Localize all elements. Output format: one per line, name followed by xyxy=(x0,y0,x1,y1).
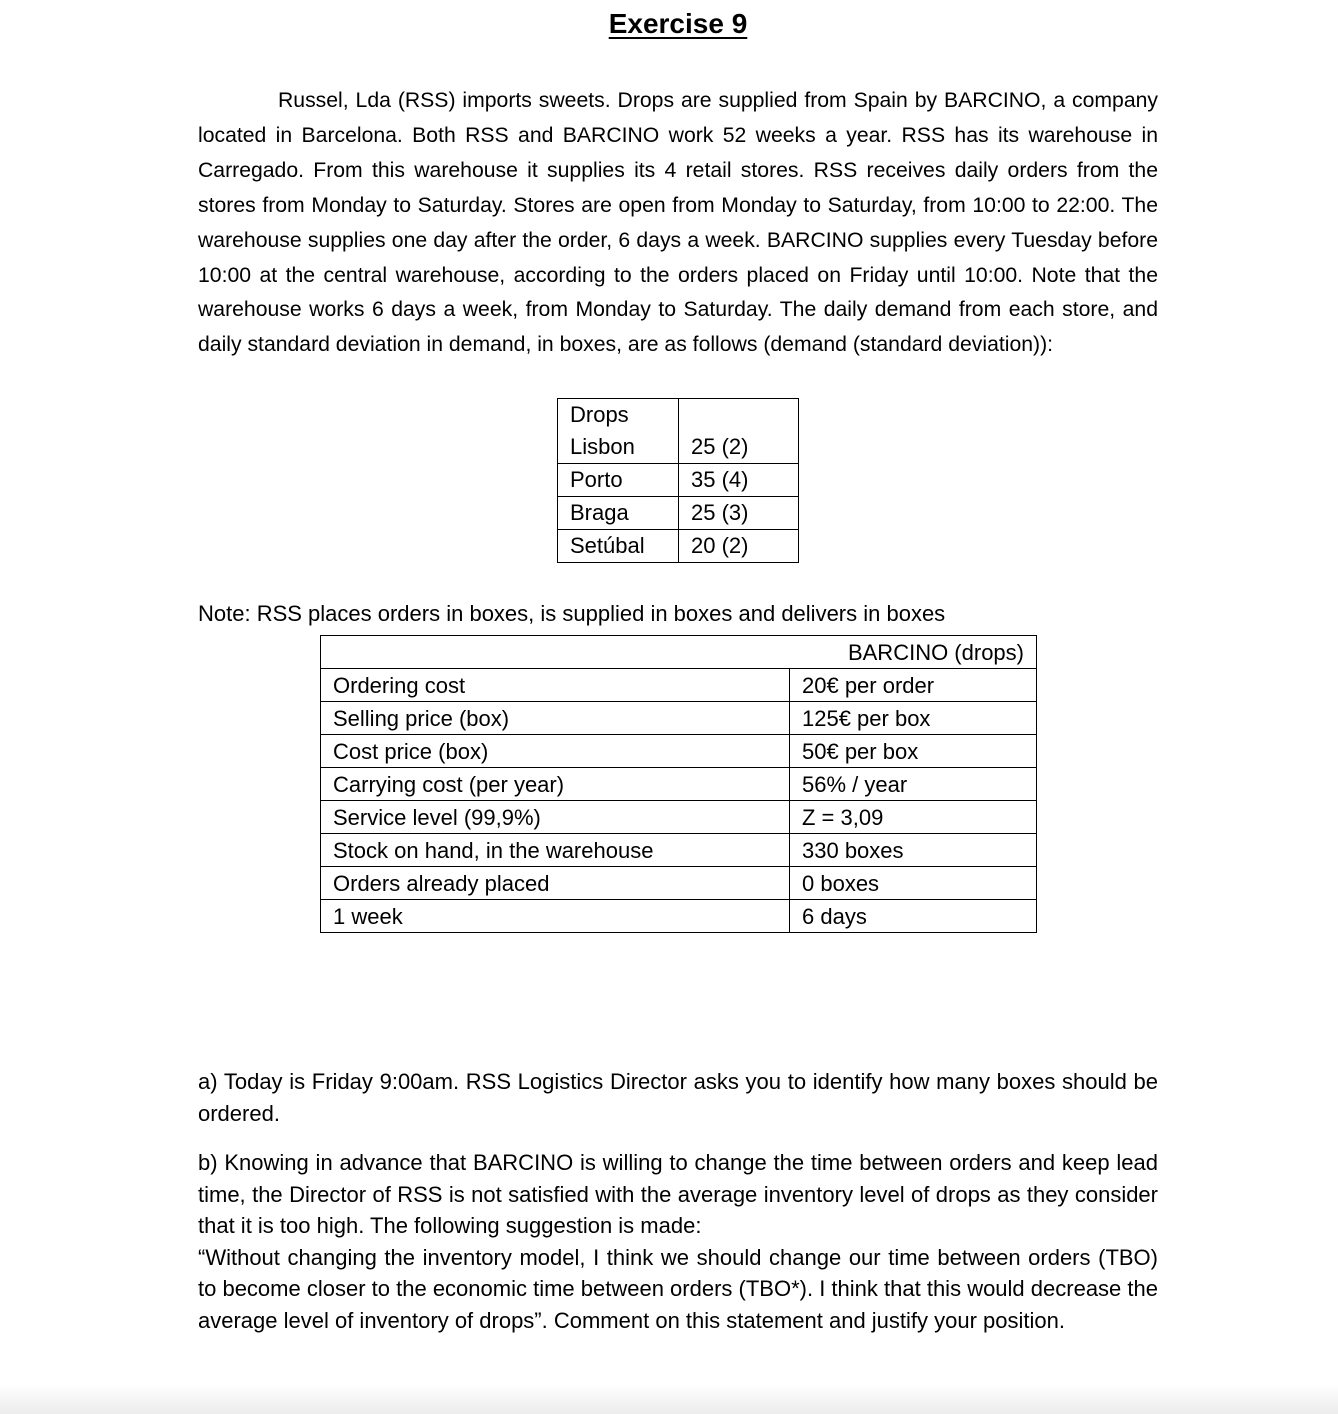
param-value: 56% / year xyxy=(790,768,1037,801)
drops-table-row xyxy=(558,497,799,530)
params-table-row xyxy=(321,702,1037,735)
params-table-header-row xyxy=(321,636,1037,669)
params-table-row xyxy=(321,735,1037,768)
param-label: Stock on hand, in the warehouse xyxy=(321,834,790,867)
params-table-header: BARCINO (drops) xyxy=(321,636,1037,669)
drops-demand-table xyxy=(557,398,799,563)
param-label: Cost price (box) xyxy=(321,735,790,768)
param-label: Selling price (box) xyxy=(321,702,790,735)
params-table-row xyxy=(321,834,1037,867)
store-name: Braga xyxy=(558,497,679,530)
param-value: 6 days xyxy=(790,900,1037,933)
intro-paragraph: Russel, Lda (RSS) imports sweets. Drops are supplied from Spain by BARCINO, a company located in Barcelona. Both RSS and BARCINO work 52 weeks a year. RSS has its warehouse in Carregado. From this warehouse it supplies its 4 retail stores. RSS receives daily orders from the stores from Monday to Saturday. Stores are open from Monday to Saturday, from 10:00 to 22:00. The warehouse supplies one day after the order, 6 days a week. BARCINO supplies every Tuesday before 10:00 at the central warehouse, according to the orders placed on Friday until 10:00. Note that the warehouse works 6 days a week, from Monday to Saturday. The daily demand from each store, and daily standard deviation in demand, in boxes, are as follows (demand (standard deviation)): xyxy=(198,89,1158,357)
store-demand: 25 (3) xyxy=(679,497,799,530)
param-label: Carrying cost (per year) xyxy=(321,768,790,801)
store-demand: 20 (2) xyxy=(679,530,799,563)
question-a: a) Today is Friday 9:00am. RSS Logistics Director asks you to identify how many boxes should be ordered. xyxy=(198,1069,1158,1126)
param-value: 0 boxes xyxy=(790,867,1037,900)
drops-table-header-empty xyxy=(679,399,799,432)
store-name: Lisbon xyxy=(558,431,679,464)
drops-table-row xyxy=(558,464,799,497)
question-b-block xyxy=(198,1147,1158,1337)
store-demand: 25 (2) xyxy=(679,431,799,464)
drops-table-row xyxy=(558,530,799,563)
param-label: Ordering cost xyxy=(321,669,790,702)
params-table-row xyxy=(321,669,1037,702)
params-table-row xyxy=(321,801,1037,834)
param-value: Z = 3,09 xyxy=(790,801,1037,834)
store-demand: 35 (4) xyxy=(679,464,799,497)
param-value: 20€ per order xyxy=(790,669,1037,702)
store-name: Setúbal xyxy=(558,530,679,563)
store-name: Porto xyxy=(558,464,679,497)
exercise-title: Exercise 9 xyxy=(608,8,748,39)
param-value: 330 boxes xyxy=(790,834,1037,867)
drops-table-header-row xyxy=(558,399,799,432)
drops-table-row xyxy=(558,431,799,464)
param-label: 1 week xyxy=(321,900,790,933)
params-table-row xyxy=(321,768,1037,801)
barcino-parameters-table xyxy=(320,635,1037,933)
param-label: Service level (99,9%) xyxy=(321,801,790,834)
director-quote: “Without changing the inventory model, I think we should change our time between orders (TBO) to become closer to the economic time between orders (TBO*). I think that this would decrease the average level of inventory of drops”. Comment on this statement and justify your position. xyxy=(198,1244,1158,1333)
param-value: 125€ per box xyxy=(790,702,1037,735)
params-table-row xyxy=(321,900,1037,933)
page-bottom-shadow xyxy=(0,1384,1338,1414)
param-label: Orders already placed xyxy=(321,867,790,900)
drops-table-header: Drops xyxy=(558,399,679,432)
boxes-note: Note: RSS places orders in boxes, is supplied in boxes and delivers in boxes xyxy=(198,601,946,626)
param-value: 50€ per box xyxy=(790,735,1037,768)
params-table-row xyxy=(321,867,1037,900)
question-b: b) Knowing in advance that BARCINO is willing to change the time between orders and keep lead time, the Director of RSS is not satisfied with the average inventory level of drops as they consider that it is too high. The following suggestion is made: xyxy=(198,1150,1158,1239)
